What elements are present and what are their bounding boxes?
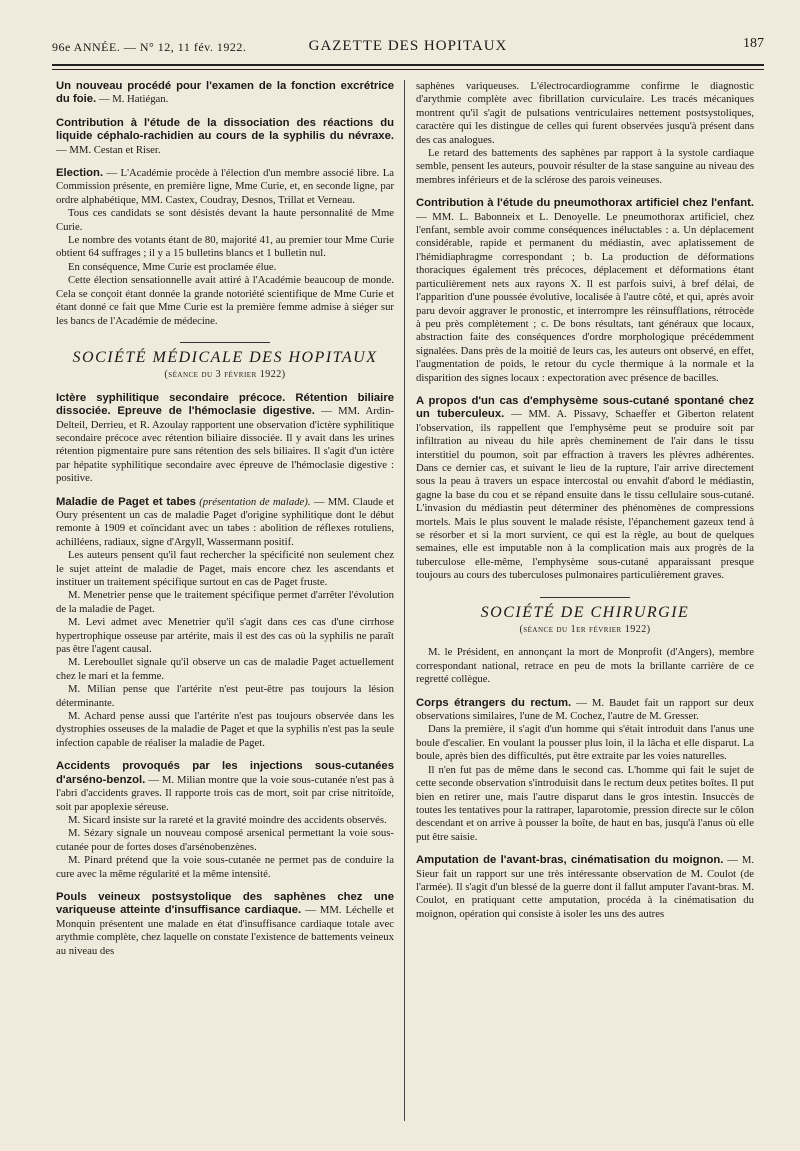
paragraph: saphènes variqueuses. L'électrocardiogramme confirme le diagnostic d'arythmie complète avec fibrillation curviculaire. Les tracés mécaniques montrent qu'il s'agit de pulsations ventriculaires nettement postsystoliques, caractère qui les distingue de celles qui furent observées jusqu'à présent dans des cas analogues. xyxy=(416,80,754,146)
paragraph: M. Sicard insiste sur la rareté et la gravité moindre des accidents observés. xyxy=(68,813,387,826)
paragraph: Tous ces candidats se sont désistés devant la haute personnalité de Mme Curie. xyxy=(56,207,394,233)
page-number: 187 xyxy=(743,36,764,51)
section-divider xyxy=(540,597,630,598)
article-title: Corps étrangers du rectum. xyxy=(416,696,572,709)
article-syphilitic-icterus xyxy=(56,392,394,486)
page-header xyxy=(52,36,764,60)
article-subtitle: (présentation de malade). xyxy=(199,495,311,508)
paragraph: M. le Président, en annonçant la mort de Monprofit (d'Angers), membre correspondant national, retrace en peu de mots la brillante carrière de ce regretté collègue. xyxy=(416,646,754,686)
paragraph: Le retard des battements des saphènes par rapport à la systole cardiaque semble, pensent les auteurs, pouvoir résulter de la stase sanguine au niveau des membres inférieurs et de la sclérose des parois veineuses. xyxy=(416,147,754,186)
section-title: SOCIÉTÉ DE CHIRURGIE xyxy=(480,603,690,621)
paragraph: — MM. Claude et Oury présentent un cas de maladie Paget d'origine syphilitique dont le début remonte à 1909 et coïncidant avec un tabes : abolition de réflexes rotuliens, achilléens, radiaux, signe d'Argyll, Wassermann positif. xyxy=(56,495,394,548)
article-author: — M. Hatiégan. xyxy=(98,93,169,106)
article-emphysema xyxy=(416,395,754,583)
paragraph: M. Lereboullet signale qu'il observe un cas de maladie Paget actuellement chez le mari et la femme. xyxy=(56,656,394,682)
article-title: Pouls veineux postsystolique des saphènes chez une variqueuse atteinte d'insuffisance cardiaque. xyxy=(56,890,394,917)
article-pneumothorax xyxy=(416,197,754,385)
article-title: Accidents provoqués par les injections sous-cutanées d'arséno-benzol. xyxy=(56,760,394,786)
header-rule-thick xyxy=(52,64,764,66)
article-title: Contribution à l'étude du pneumothorax artificiel chez l'enfant. xyxy=(416,197,754,210)
paragraph: M. Menetrier pense que le traitement spécifique permet d'arrêter l'évolution de la maladie de Paget. xyxy=(56,589,394,615)
article-title: A propos d'un cas d'emphysème sous-cutané spontané chez un tuberculeux. xyxy=(416,394,754,421)
article-title: Maladie de Paget et tabes xyxy=(56,495,196,508)
journal-title: GAZETTE DES HOPITAUX xyxy=(308,38,508,54)
paragraph: — MM. L. Babonneix et L. Denoyelle. Le pneumothorax artificiel, chez l'enfant, semble avoir comme conséquences inéluctables : a. Un déplacement considérable, rapide et permanent du médiastin, avec aplatissement de l'hémidiaphragme correspondant ; b. La production de déformations thoraciques également très précoces, déplacement et déformations étant particulièrement nets aux rayons X. Il est parfois suivi, à bref délai, de l'apparition d'une poussée évolutive, localisée à l'autre côté, et qui, après avoir paru devoir aggraver le pronostic, et interrompre les réinsufflations, rétrocède à peu près complètement ; c. De bons résultats, tant généraux que locaux, abstraction faite des conséquences d'ordre morphologique précédemment signalées. Dans près de la moitié de leurs cas, les auteurs ont observé, en effet, l'augmentation de poids, le retour du cycle thermique à la normale et la disparition des signes locaux : expectoration avec présence de bacilles. xyxy=(416,210,754,384)
paragraph: — M. Baudet fait un rapport sur deux observations similaires, l'une de M. Cochez, l'autre de M. Gresser. xyxy=(416,696,755,723)
article-title: Amputation de l'avant-bras, cinématisation du moignon. xyxy=(416,854,724,867)
paragraph: — MM. A. Pissavy, Schaeffer et Giberton relatent l'observation, ils rappellent que l'emphysème peut se produire soit par infiltration au niveau du hile après cheminement de l'air dans le tissu interstitiel du poumon, soit par effraction à travers les plèvres adhérentes. Dans ce dernier cas, et suivant le lieu de la rupture, l'air arrive directement sous la peau à travers un espace intercostal ou envahit d'abord le médiastin, gagne la base du cou et se répand ensuite dans le tissu cellulaire sous-cutané. L'invasion du médiastin peut déterminer des phénomènes de compressions mortels. Mais le plus souvent le malade résiste, l'épanchement gazeux tend à se résorber et si la mort survient, ce qui est la règle, au bout de quelques semaines, elle est imputable non à la complication mais aux progrès de la tuberculose elle-même, l'emphysème sous-cutané apparaissant presque toujours au cours des tuberculoses pulmonaires particulièrement graves. xyxy=(416,408,755,582)
article-venous-pulse-cont xyxy=(416,80,754,187)
left-column xyxy=(56,80,394,968)
article-title: Ictère syphilitique secondaire précoce. Rétention biliaire dissociée. Epreuve de l'hémoclasie digestive. xyxy=(56,391,394,418)
article-title: Election. xyxy=(56,167,104,180)
article-csf-dissociation xyxy=(56,117,394,157)
article-title: Contribution à l'étude de la dissociation des réactions du liquide céphalo-rachidien au cours de la syphilis du névraxe. xyxy=(56,116,394,143)
paragraph: Dans la première, il s'agit d'un homme qui s'était introduit dans l'anus une boule d'escalier. En voulant la pousser plus loin, il la lâcha et elle disparut. La boule, après bien des difficultés, put être extraite par les voies naturelles. xyxy=(416,723,754,763)
paragraph: En conséquence, Mme Curie est proclamée élue. xyxy=(68,260,277,273)
article-election xyxy=(56,167,394,328)
article-paget-tabes xyxy=(56,496,394,751)
section-divider xyxy=(180,342,270,343)
paragraph: Les auteurs pensent qu'il faut rechercher la spécificité non seulement chez le sujet atteint de maladie de Paget, mais encore chez les ascendants et instituer un traitement spécifique surtout en cas de Paget fruste. xyxy=(56,549,394,588)
paragraph: — M. Milian montre que la voie sous-cutanée n'est pas à l'abri d'accidents graves. Il rapporte trois cas de mort, soit par crise nitritoïde, soit par apoplexie séreuse. xyxy=(56,773,395,813)
section-date: (séance du 3 février 1922) xyxy=(164,369,286,381)
article-rectum-foreign-bodies xyxy=(416,697,754,844)
column-divider xyxy=(404,80,405,1121)
paragraph: — L'Académie procède à l'élection d'un membre associé libre. La Commission présente, en première ligne, Mme Curie, et, en seconde ligne, par ordre alphabétique, MM. Castex, Coudray, Desnos, Trillat et Verneau. xyxy=(56,167,394,206)
paragraph: Il n'en fut pas de même dans le second cas. L'homme qui fait le sujet de cette seconde observation s'introduisit dans le rectum deux petites boîtes. Il put bien en retirer une, mais l'autre disparut dans le gros intestin. Insuccès de toutes les tentatives pour la rattraper, laparotomie, pression directe sur le côlon descendant et on arrive à pousser la boîte, de haut en bas, jusqu'à l'anus où elle put être saisie. xyxy=(416,763,754,843)
article-title: Un nouveau procédé pour l'examen de la fonction excrétrice du foie. xyxy=(56,80,394,106)
section-date: (séance du 1er février 1922) xyxy=(519,624,651,636)
paragraph: M. Sézary signale un nouveau composé arsenical permettant la voie sous-cutanée pour de fortes doses d'arsénobenzènes. xyxy=(56,827,394,853)
issue-info: 96e ANNÉE. — N° 12, 11 fév. 1922. xyxy=(52,40,247,54)
paragraph: — MM. Ardin-Delteil, Derrieu, et R. Azoulay rapportent une observation d'ictère syphilitique secondaire précoce avec rétention biliaire dissociée. Il y avait dans les urines rétention pigmentaire pure sans rétention des sels biliaires. Il s'agit d'un ictère par hépatite syphilitique secondaire avec épreuve de l'hémoclasie digestive : positive. xyxy=(56,405,394,485)
paragraph: M. Milian pense que l'artérite n'est peut-être pas toujours la lésion déterminante. xyxy=(56,683,394,709)
paragraph: — M. Sieur fait un rapport sur une très intéressante observation de M. Coulot (de l'armée). Il s'agit d'un blessé de la guerre dont il fallut amputer l'avant-bras. M. Coulot, en pratiquant cette amputation, procéda à la cinématisation du moignon, opération qui consiste à isoler les uns des autres xyxy=(416,854,755,920)
article-forearm-amputation xyxy=(416,854,754,921)
article-liver-exam xyxy=(56,80,394,107)
header-rule-thin xyxy=(52,69,764,70)
section-title: SOCIÉTÉ MÉDICALE DES HOPITAUX xyxy=(72,348,378,366)
paragraph: — MM. Léchelle et Monquin présentent une malade en état d'insuffisance cardiaque totale avec arythmie complète, chez laquelle on constate l'existence de battements veineux au niveau des xyxy=(56,904,394,957)
paragraph: M. Achard pense aussi que l'artérite n'est pas toujours observée dans les dystrophies osseuses de la maladie de Paget et que la syphilis n'est pas la seule infection capable de réaliser la maladie de Paget. xyxy=(56,710,394,749)
article-arseno-benzol xyxy=(56,760,394,881)
paragraph: Le nombre des votants étant de 80, majorité 41, au premier tour Mme Curie obtient 64 suffrages ; il y a 15 bulletins blancs et 1 bulletin nul. xyxy=(56,234,394,260)
right-column xyxy=(416,80,754,931)
article-venous-pulse xyxy=(56,891,394,958)
paragraph: M. Levi admet avec Menetrier qu'il s'agit dans ces cas d'une cirrhose hypertrophique osseuse par artérite, mais il est des cas où la syphilis ne paraît pas être l'agent causal. xyxy=(56,616,394,656)
article-author: — MM. Cestan et Riser. xyxy=(56,143,161,156)
paragraph: Cette élection sensationnelle avait attiré à l'Académie beaucoup de monde. Cela se conçoit étant donnée la grande notoriété scientifique de Mme Curie et étant donné ce fait que Mme Curie est la première femme admise à siéger sur les bancs de l'Académie de médecine. xyxy=(56,274,394,327)
paragraph: M. Pinard prétend que la voie sous-cutanée ne permet pas de conduire la cure avec la même régularité et la même intensité. xyxy=(56,854,394,880)
article-obituary-notice xyxy=(416,646,754,686)
